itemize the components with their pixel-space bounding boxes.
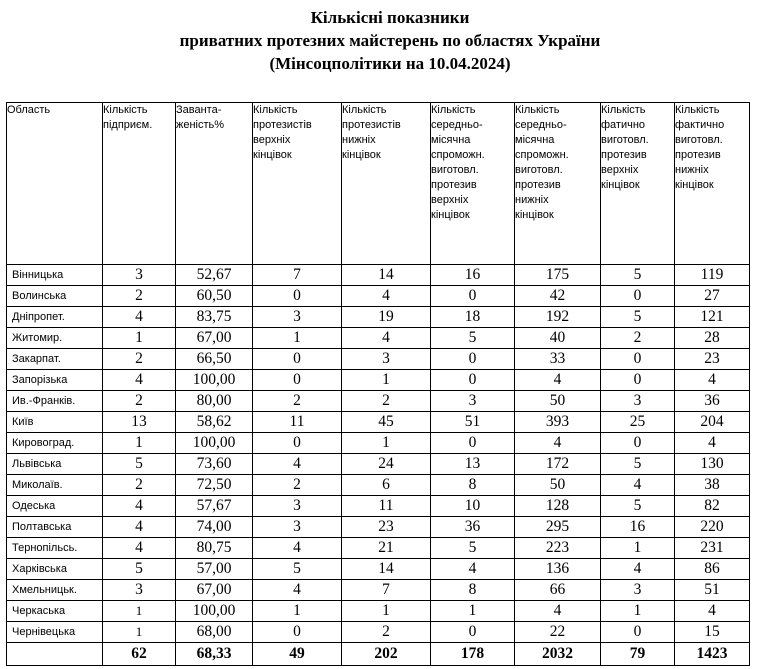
column-header-line: спроможн. bbox=[431, 149, 485, 161]
region-name-cell: Одеська bbox=[7, 496, 103, 517]
column-header-line: Кількість bbox=[342, 104, 387, 116]
value-cell-upper-prosthetists: 4 bbox=[253, 538, 342, 559]
value-cell-lower-prosthetists: 6 bbox=[342, 475, 431, 496]
value-cell-upper-made: 0 bbox=[601, 622, 675, 643]
region-name-cell: Чернівецька bbox=[7, 622, 103, 643]
column-header-line: кінцівок bbox=[431, 209, 470, 221]
value-cell-upper-prosthetists: 0 bbox=[253, 622, 342, 643]
value-cell-upper-made: 5 bbox=[601, 496, 675, 517]
column-header-line: Заванта- bbox=[176, 104, 222, 116]
value-cell-upper-capacity: 8 bbox=[431, 580, 515, 601]
column-header-line: місячна bbox=[515, 134, 555, 146]
column-header-upper-made bbox=[601, 103, 675, 265]
table-row bbox=[7, 517, 750, 538]
value-cell-load-percent: 100,00 bbox=[176, 370, 253, 391]
table-row bbox=[7, 622, 750, 643]
value-cell-lower-made: 231 bbox=[675, 538, 750, 559]
total-cell-load-percent: 68,33 bbox=[176, 643, 253, 666]
column-header-lower-capacity bbox=[515, 103, 601, 265]
value-cell-lower-capacity: 192 bbox=[515, 307, 601, 328]
value-cell-lower-capacity: 295 bbox=[515, 517, 601, 538]
value-cell-enterprises: 1 bbox=[103, 622, 176, 643]
value-cell-lower-made: 82 bbox=[675, 496, 750, 517]
value-cell-load-percent: 60,50 bbox=[176, 286, 253, 307]
value-cell-upper-made: 0 bbox=[601, 286, 675, 307]
value-cell-upper-prosthetists: 11 bbox=[253, 412, 342, 433]
value-cell-lower-capacity: 223 bbox=[515, 538, 601, 559]
value-cell-lower-prosthetists: 14 bbox=[342, 265, 431, 286]
value-cell-load-percent: 57,67 bbox=[176, 496, 253, 517]
column-header-enterprises bbox=[103, 103, 176, 265]
table-row bbox=[7, 391, 750, 412]
value-cell-lower-made: 23 bbox=[675, 349, 750, 370]
value-cell-lower-prosthetists: 19 bbox=[342, 307, 431, 328]
column-header-line: виготовл. bbox=[601, 134, 649, 146]
column-header-line: виготовл. bbox=[515, 164, 563, 176]
table-row bbox=[7, 412, 750, 433]
value-cell-lower-made: 38 bbox=[675, 475, 750, 496]
region-name-cell: Тернопільсь. bbox=[7, 538, 103, 559]
value-cell-enterprises: 4 bbox=[103, 517, 176, 538]
value-cell-lower-made: 28 bbox=[675, 328, 750, 349]
value-cell-lower-capacity: 393 bbox=[515, 412, 601, 433]
value-cell-upper-capacity: 4 bbox=[431, 559, 515, 580]
column-header-line: фатично bbox=[601, 119, 646, 131]
column-header-line: кінцівок bbox=[515, 209, 554, 221]
column-header-line: протезив bbox=[601, 149, 647, 161]
value-cell-lower-capacity: 66 bbox=[515, 580, 601, 601]
value-cell-upper-capacity: 13 bbox=[431, 454, 515, 475]
value-cell-upper-capacity: 0 bbox=[431, 433, 515, 454]
region-name-cell: Хмельницьк. bbox=[7, 580, 103, 601]
value-cell-lower-prosthetists: 2 bbox=[342, 391, 431, 412]
region-name-cell: Полтавська bbox=[7, 517, 103, 538]
region-name-cell: Ив.-Франків. bbox=[7, 391, 103, 412]
column-header-line: нижніх bbox=[342, 134, 376, 146]
region-name-cell: Кировоград. bbox=[7, 433, 103, 454]
table-row bbox=[7, 433, 750, 454]
column-header-line: кінцівок bbox=[601, 179, 640, 191]
value-cell-lower-prosthetists: 3 bbox=[342, 349, 431, 370]
column-header-line: протезистів bbox=[253, 119, 312, 131]
value-cell-enterprises: 1 bbox=[103, 328, 176, 349]
value-cell-lower-capacity: 4 bbox=[515, 433, 601, 454]
column-header-line: середньо- bbox=[515, 119, 567, 131]
column-header-line: підприєм. bbox=[103, 119, 153, 131]
column-header-oblast bbox=[7, 103, 103, 265]
total-cell-upper-made: 79 bbox=[601, 643, 675, 666]
region-name-cell: Житомир. bbox=[7, 328, 103, 349]
value-cell-enterprises: 2 bbox=[103, 349, 176, 370]
value-cell-upper-capacity: 0 bbox=[431, 286, 515, 307]
value-cell-lower-prosthetists: 1 bbox=[342, 601, 431, 622]
value-cell-enterprises: 4 bbox=[103, 496, 176, 517]
value-cell-upper-prosthetists: 0 bbox=[253, 349, 342, 370]
table-row bbox=[7, 475, 750, 496]
title-line-2: приватних протезних майстерень по областях України bbox=[179, 31, 601, 50]
value-cell-upper-prosthetists: 3 bbox=[253, 307, 342, 328]
column-header-line: протезив bbox=[431, 179, 477, 191]
value-cell-upper-made: 4 bbox=[601, 475, 675, 496]
value-cell-upper-prosthetists: 2 bbox=[253, 475, 342, 496]
value-cell-enterprises: 3 bbox=[103, 580, 176, 601]
value-cell-lower-capacity: 175 bbox=[515, 265, 601, 286]
column-header-line: нижніх bbox=[675, 164, 709, 176]
value-cell-upper-capacity: 18 bbox=[431, 307, 515, 328]
value-cell-enterprises: 1 bbox=[103, 601, 176, 622]
value-cell-lower-capacity: 4 bbox=[515, 370, 601, 391]
value-cell-lower-capacity: 50 bbox=[515, 475, 601, 496]
value-cell-upper-made: 5 bbox=[601, 454, 675, 475]
value-cell-lower-prosthetists: 14 bbox=[342, 559, 431, 580]
value-cell-load-percent: 67,00 bbox=[176, 328, 253, 349]
value-cell-upper-prosthetists: 4 bbox=[253, 580, 342, 601]
value-cell-lower-capacity: 33 bbox=[515, 349, 601, 370]
value-cell-lower-capacity: 172 bbox=[515, 454, 601, 475]
value-cell-upper-capacity: 3 bbox=[431, 391, 515, 412]
title-line-1: Кількісні показники bbox=[310, 8, 470, 27]
value-cell-load-percent: 72,50 bbox=[176, 475, 253, 496]
table-row bbox=[7, 265, 750, 286]
value-cell-lower-prosthetists: 45 bbox=[342, 412, 431, 433]
value-cell-enterprises: 5 bbox=[103, 454, 176, 475]
value-cell-enterprises: 1 bbox=[103, 433, 176, 454]
value-cell-load-percent: 57,00 bbox=[176, 559, 253, 580]
value-cell-lower-capacity: 128 bbox=[515, 496, 601, 517]
column-header-lower-made bbox=[675, 103, 750, 265]
total-cell-enterprises: 62 bbox=[103, 643, 176, 666]
value-cell-enterprises: 3 bbox=[103, 265, 176, 286]
column-header-line: Кількість bbox=[601, 104, 646, 116]
value-cell-lower-made: 4 bbox=[675, 370, 750, 391]
value-cell-upper-prosthetists: 0 bbox=[253, 286, 342, 307]
value-cell-lower-capacity: 4 bbox=[515, 601, 601, 622]
value-cell-load-percent: 66,50 bbox=[176, 349, 253, 370]
value-cell-upper-prosthetists: 4 bbox=[253, 454, 342, 475]
column-header-line: виготовл. bbox=[675, 134, 723, 146]
value-cell-lower-prosthetists: 23 bbox=[342, 517, 431, 538]
column-header-line: середньо- bbox=[431, 119, 483, 131]
value-cell-enterprises: 4 bbox=[103, 538, 176, 559]
value-cell-upper-made: 1 bbox=[601, 601, 675, 622]
table-row bbox=[7, 580, 750, 601]
value-cell-upper-made: 0 bbox=[601, 370, 675, 391]
total-cell-upper-capacity: 178 bbox=[431, 643, 515, 666]
value-cell-upper-prosthetists: 1 bbox=[253, 601, 342, 622]
value-cell-upper-capacity: 5 bbox=[431, 538, 515, 559]
table-row bbox=[7, 370, 750, 391]
column-header-line: Кількість bbox=[103, 104, 148, 116]
table-total-row bbox=[7, 643, 750, 666]
value-cell-upper-made: 0 bbox=[601, 433, 675, 454]
column-header-line: кінцівок bbox=[342, 149, 381, 161]
value-cell-load-percent: 73,60 bbox=[176, 454, 253, 475]
value-cell-enterprises: 4 bbox=[103, 307, 176, 328]
value-cell-enterprises: 5 bbox=[103, 559, 176, 580]
value-cell-upper-made: 4 bbox=[601, 559, 675, 580]
value-cell-upper-capacity: 8 bbox=[431, 475, 515, 496]
region-name-cell: Волинська bbox=[7, 286, 103, 307]
value-cell-upper-prosthetists: 0 bbox=[253, 370, 342, 391]
value-cell-upper-made: 25 bbox=[601, 412, 675, 433]
value-cell-enterprises: 2 bbox=[103, 391, 176, 412]
value-cell-lower-made: 4 bbox=[675, 601, 750, 622]
column-header-line: протезив bbox=[675, 149, 721, 161]
total-cell-lower-made: 1423 bbox=[675, 643, 750, 666]
value-cell-lower-made: 15 bbox=[675, 622, 750, 643]
value-cell-upper-capacity: 5 bbox=[431, 328, 515, 349]
value-cell-lower-capacity: 42 bbox=[515, 286, 601, 307]
column-header-line: Кількість bbox=[515, 104, 560, 116]
total-label-cell bbox=[7, 643, 103, 666]
value-cell-load-percent: 58,62 bbox=[176, 412, 253, 433]
column-header-line: Кількість bbox=[253, 104, 298, 116]
region-name-cell: Вінницька bbox=[7, 265, 103, 286]
value-cell-upper-made: 1 bbox=[601, 538, 675, 559]
value-cell-load-percent: 100,00 bbox=[176, 433, 253, 454]
table-row bbox=[7, 286, 750, 307]
value-cell-lower-made: 220 bbox=[675, 517, 750, 538]
value-cell-lower-made: 204 bbox=[675, 412, 750, 433]
value-cell-lower-capacity: 40 bbox=[515, 328, 601, 349]
value-cell-load-percent: 80,75 bbox=[176, 538, 253, 559]
value-cell-lower-made: 86 bbox=[675, 559, 750, 580]
value-cell-upper-capacity: 0 bbox=[431, 622, 515, 643]
value-cell-upper-prosthetists: 7 bbox=[253, 265, 342, 286]
value-cell-upper-made: 5 bbox=[601, 265, 675, 286]
value-cell-upper-prosthetists: 3 bbox=[253, 517, 342, 538]
value-cell-load-percent: 83,75 bbox=[176, 307, 253, 328]
value-cell-load-percent: 52,67 bbox=[176, 265, 253, 286]
value-cell-lower-made: 130 bbox=[675, 454, 750, 475]
column-header-load-percent bbox=[176, 103, 253, 265]
column-header-line: кінцівок bbox=[675, 179, 714, 191]
value-cell-upper-made: 3 bbox=[601, 391, 675, 412]
value-cell-lower-prosthetists: 11 bbox=[342, 496, 431, 517]
value-cell-upper-capacity: 10 bbox=[431, 496, 515, 517]
value-cell-lower-made: 4 bbox=[675, 433, 750, 454]
column-header-line: виготовл. bbox=[431, 164, 479, 176]
region-name-cell: Харківська bbox=[7, 559, 103, 580]
column-header-upper-prosthetists bbox=[253, 103, 342, 265]
table-row bbox=[7, 559, 750, 580]
table-row bbox=[7, 349, 750, 370]
column-header-line: фактично bbox=[675, 119, 725, 131]
value-cell-lower-prosthetists: 4 bbox=[342, 286, 431, 307]
table-row bbox=[7, 601, 750, 622]
column-header-line: верхніх bbox=[431, 194, 469, 206]
region-name-cell: Черкаська bbox=[7, 601, 103, 622]
region-name-cell: Закарпат. bbox=[7, 349, 103, 370]
value-cell-enterprises: 13 bbox=[103, 412, 176, 433]
region-name-cell: Дніпропет. bbox=[7, 307, 103, 328]
value-cell-upper-prosthetists: 1 bbox=[253, 328, 342, 349]
region-name-cell: Київ bbox=[7, 412, 103, 433]
value-cell-lower-capacity: 50 bbox=[515, 391, 601, 412]
value-cell-upper-capacity: 36 bbox=[431, 517, 515, 538]
value-cell-lower-made: 27 bbox=[675, 286, 750, 307]
value-cell-lower-prosthetists: 1 bbox=[342, 433, 431, 454]
value-cell-lower-made: 51 bbox=[675, 580, 750, 601]
column-header-line: верхніх bbox=[253, 134, 291, 146]
value-cell-upper-made: 5 bbox=[601, 307, 675, 328]
column-header-line: Кількість bbox=[675, 104, 720, 116]
value-cell-load-percent: 74,00 bbox=[176, 517, 253, 538]
total-cell-lower-capacity: 2032 bbox=[515, 643, 601, 666]
value-cell-load-percent: 80,00 bbox=[176, 391, 253, 412]
column-header-line: протезив bbox=[515, 179, 561, 191]
table-header-row bbox=[7, 103, 750, 265]
column-header-line: місячна bbox=[431, 134, 471, 146]
value-cell-load-percent: 100,00 bbox=[176, 601, 253, 622]
value-cell-upper-capacity: 0 bbox=[431, 349, 515, 370]
value-cell-lower-prosthetists: 4 bbox=[342, 328, 431, 349]
table-row bbox=[7, 538, 750, 559]
workshops-table bbox=[6, 102, 750, 666]
value-cell-upper-made: 3 bbox=[601, 580, 675, 601]
value-cell-upper-made: 16 bbox=[601, 517, 675, 538]
value-cell-lower-prosthetists: 21 bbox=[342, 538, 431, 559]
value-cell-upper-prosthetists: 5 bbox=[253, 559, 342, 580]
column-header-line: верхніх bbox=[601, 164, 639, 176]
value-cell-enterprises: 2 bbox=[103, 286, 176, 307]
column-header-lower-prosthetists bbox=[342, 103, 431, 265]
table-row bbox=[7, 454, 750, 475]
total-cell-upper-prosthetists: 49 bbox=[253, 643, 342, 666]
value-cell-lower-capacity: 136 bbox=[515, 559, 601, 580]
column-header-line: протезистів bbox=[342, 119, 401, 131]
value-cell-lower-prosthetists: 24 bbox=[342, 454, 431, 475]
column-header-upper-capacity bbox=[431, 103, 515, 265]
value-cell-upper-made: 0 bbox=[601, 349, 675, 370]
column-header-line: спроможн. bbox=[515, 149, 569, 161]
value-cell-upper-prosthetists: 3 bbox=[253, 496, 342, 517]
value-cell-load-percent: 68,00 bbox=[176, 622, 253, 643]
column-header-line: кінцівок bbox=[253, 149, 292, 161]
value-cell-upper-capacity: 1 bbox=[431, 601, 515, 622]
value-cell-upper-prosthetists: 2 bbox=[253, 391, 342, 412]
value-cell-upper-capacity: 0 bbox=[431, 370, 515, 391]
value-cell-upper-made: 2 bbox=[601, 328, 675, 349]
value-cell-upper-capacity: 16 bbox=[431, 265, 515, 286]
total-cell-lower-prosthetists: 202 bbox=[342, 643, 431, 666]
table-row bbox=[7, 496, 750, 517]
value-cell-enterprises: 2 bbox=[103, 475, 176, 496]
column-header-line: женість% bbox=[176, 119, 225, 131]
value-cell-enterprises: 4 bbox=[103, 370, 176, 391]
value-cell-lower-made: 36 bbox=[675, 391, 750, 412]
value-cell-lower-made: 121 bbox=[675, 307, 750, 328]
table-body bbox=[7, 265, 750, 666]
column-header-line: Область bbox=[7, 104, 51, 116]
region-name-cell: Львівська bbox=[7, 454, 103, 475]
value-cell-lower-capacity: 22 bbox=[515, 622, 601, 643]
value-cell-upper-prosthetists: 0 bbox=[253, 433, 342, 454]
value-cell-lower-prosthetists: 1 bbox=[342, 370, 431, 391]
region-name-cell: Миколаїв. bbox=[7, 475, 103, 496]
region-name-cell: Запорізька bbox=[7, 370, 103, 391]
title-line-3: (Мінсоцполітики на 10.04.2024) bbox=[269, 54, 511, 73]
column-header-line: нижніх bbox=[515, 194, 549, 206]
document-title bbox=[0, 6, 760, 75]
value-cell-upper-capacity: 51 bbox=[431, 412, 515, 433]
value-cell-lower-made: 119 bbox=[675, 265, 750, 286]
value-cell-lower-prosthetists: 2 bbox=[342, 622, 431, 643]
table-row bbox=[7, 307, 750, 328]
value-cell-lower-prosthetists: 7 bbox=[342, 580, 431, 601]
table-row bbox=[7, 328, 750, 349]
value-cell-load-percent: 67,00 bbox=[176, 580, 253, 601]
column-header-line: Кількість bbox=[431, 104, 476, 116]
